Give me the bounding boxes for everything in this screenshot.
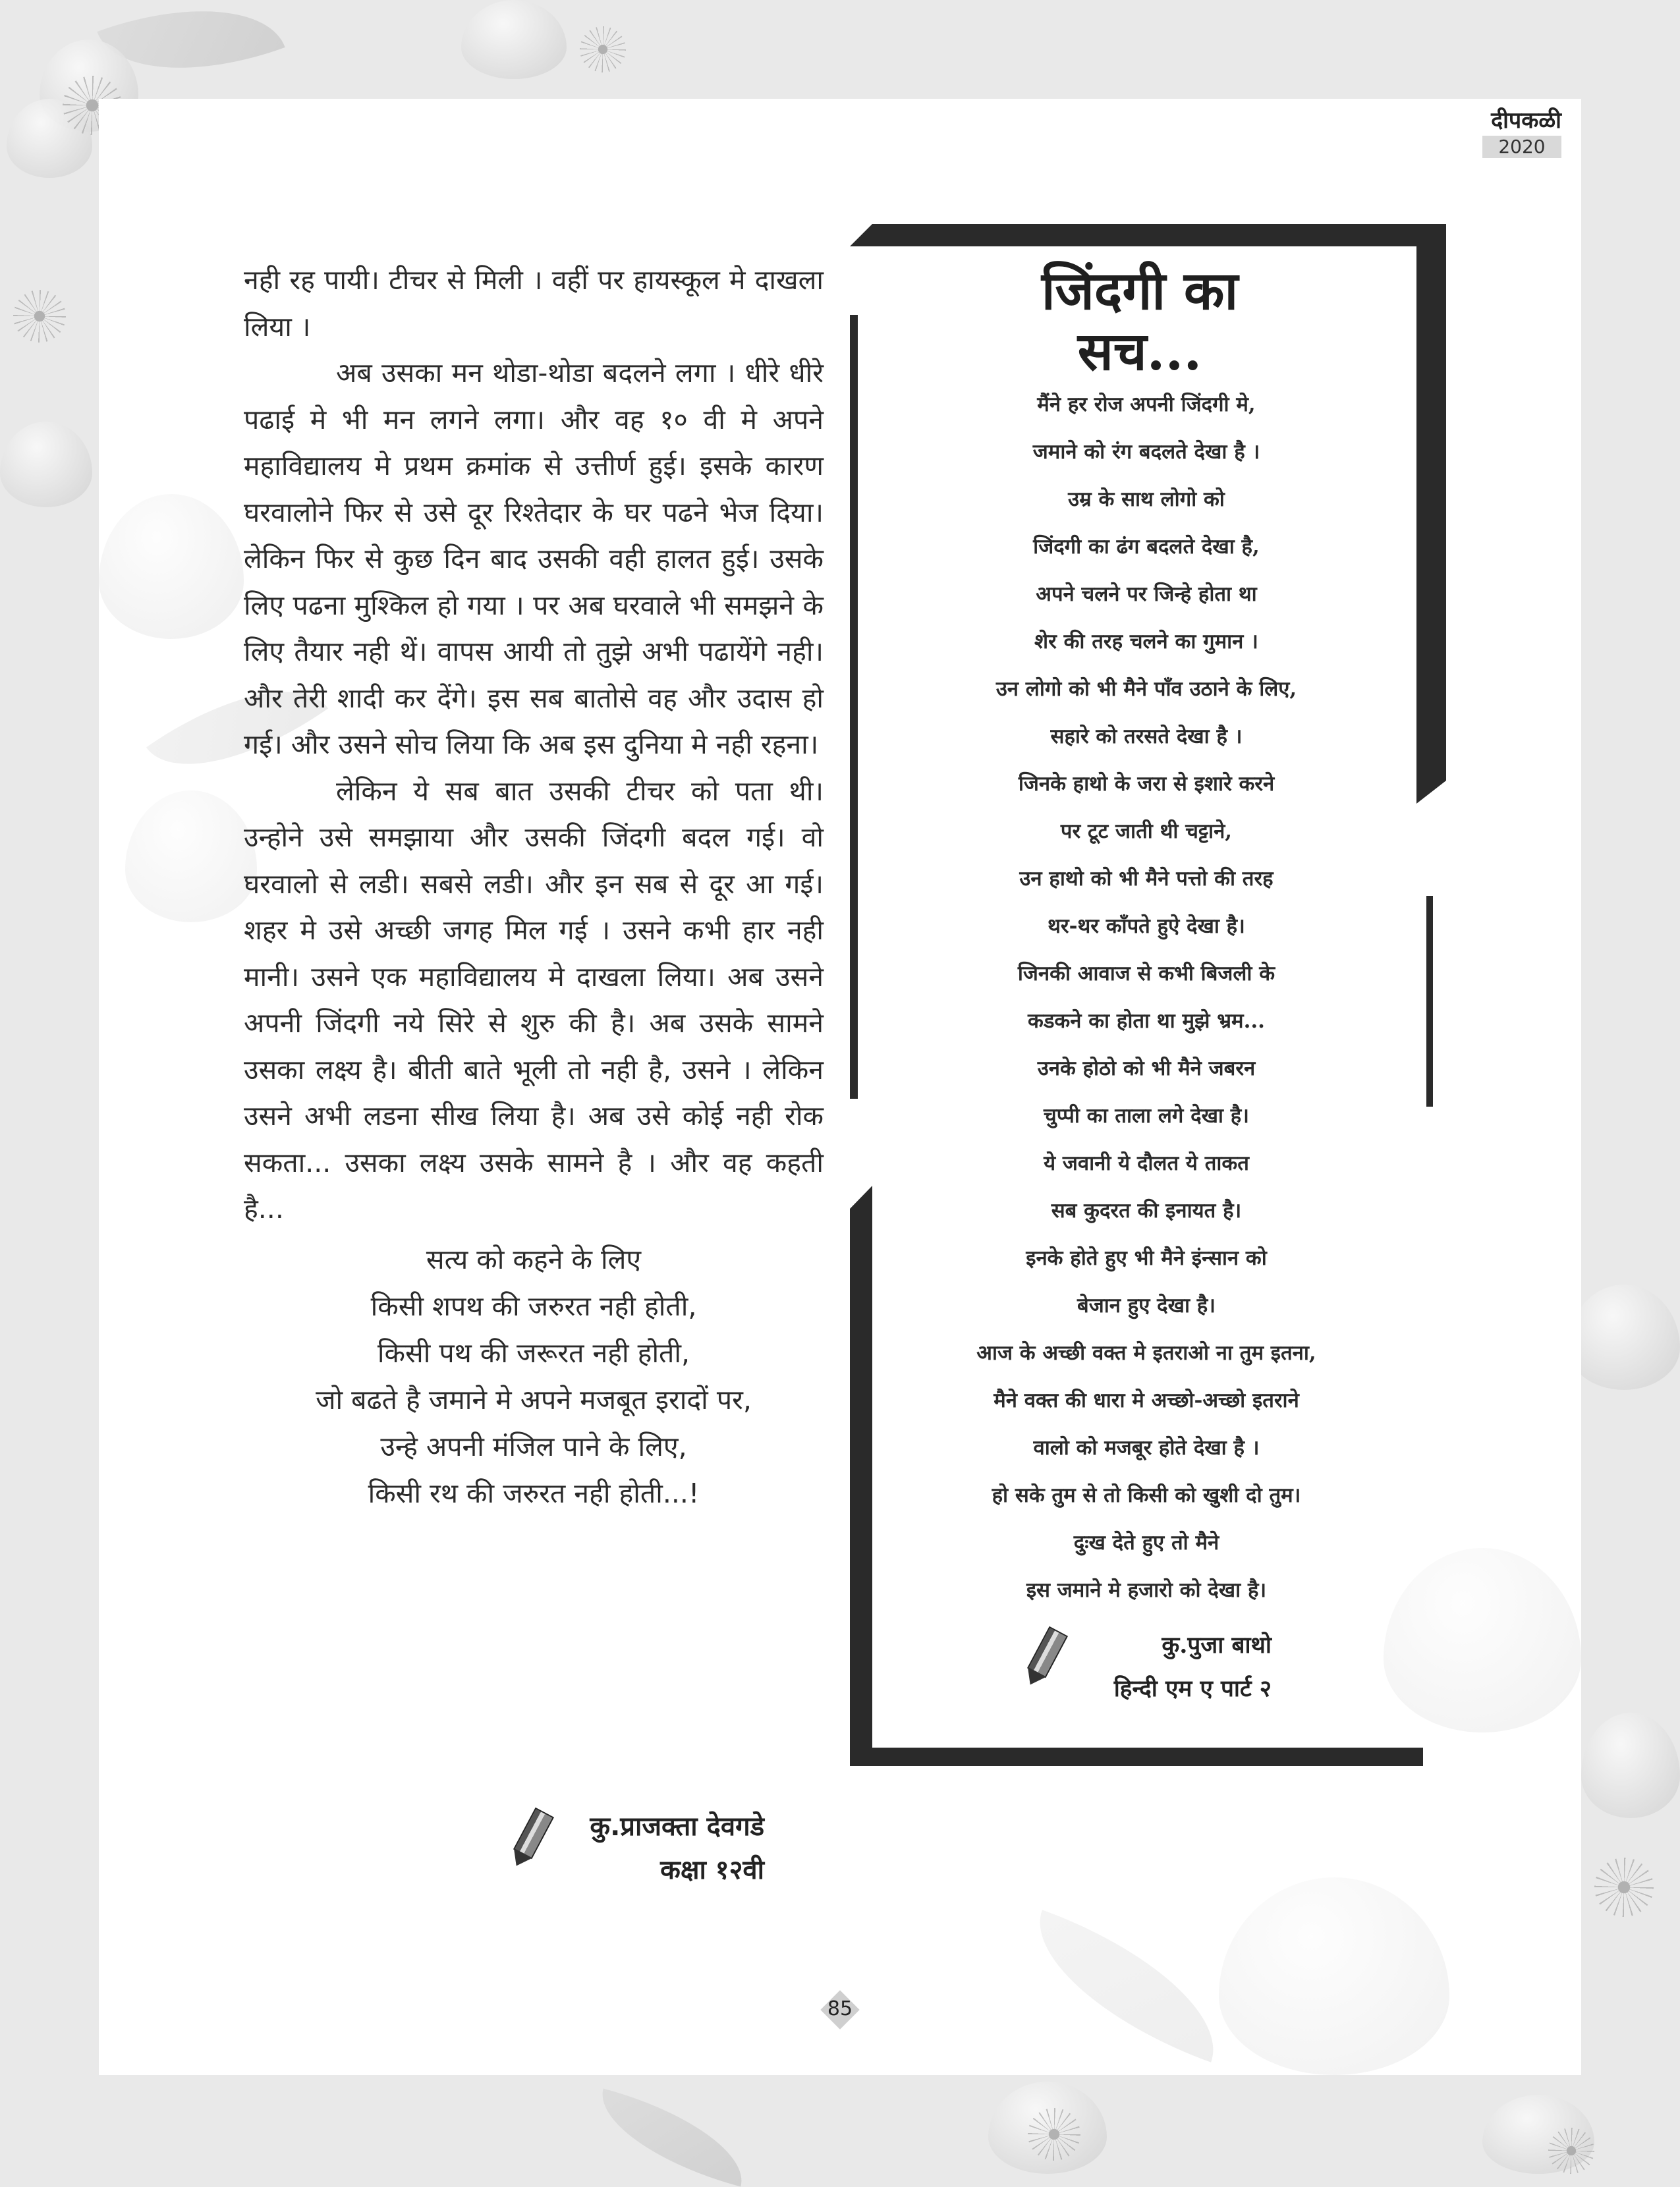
poem-line: किसी रथ की जरुरत नही होती...! — [368, 1477, 700, 1509]
poem-line: किसी पथ की जरूरत नही होती, — [377, 1337, 690, 1369]
poem-line: उम्र के साथ लोगो को — [1068, 487, 1225, 511]
poem-line: सत्य को कहने के लिए — [426, 1243, 642, 1275]
poem-author — [1074, 1624, 1272, 1711]
poem-line: पर टूट जाती थी चट्टाने, — [1060, 819, 1233, 843]
poem-line: जिनके हाथो के जरा से इशारे करने — [1018, 772, 1275, 796]
article-column — [244, 257, 824, 1517]
poem-line: मैंने हर रोज अपनी जिंदगी मे, — [1037, 393, 1256, 416]
poem-line: किसी शपथ की जरुरत नही होती, — [370, 1290, 697, 1322]
article-poem — [244, 1236, 824, 1517]
poem-line: चुप्पी का ताला लगे देखा है। — [1044, 1104, 1249, 1128]
flower-petal-decoration — [0, 422, 92, 507]
poem-line: दुःख देते हुए तो मैने — [1073, 1531, 1219, 1555]
leaf-decoration — [1013, 1910, 1240, 2062]
poem-line: आज के अच्छी वक्त मे इतराओ ना तुम इतना, — [976, 1341, 1316, 1365]
author-class: हिन्दी एम ए पार्ट २ — [1113, 1675, 1272, 1702]
flower-center-decoration — [13, 290, 66, 343]
poem-line: जिंदगी का ढंग बदलते देखा है, — [1033, 535, 1260, 559]
flower-petal-decoration — [461, 0, 567, 79]
poem-title-line: सच... — [1077, 320, 1202, 382]
flower-petal-decoration — [1568, 1285, 1680, 1390]
poem-line: बेजान हुए देखा है। — [1077, 1294, 1216, 1317]
poem-body — [883, 381, 1410, 1614]
poem-line: जिनकी आवाज से कभी बिजली के — [1017, 962, 1275, 985]
article-paragraph: नही रह पायी। टीचर से मिली । वहीं पर हायस्कूल मे दाखला लिया । — [244, 264, 824, 343]
poem-line: इनके होते हुए भी मैने इंन्सान को — [1026, 1246, 1267, 1270]
poem-title — [909, 260, 1370, 381]
poem-frame-notch — [1416, 781, 1446, 804]
poem-line: वालो को मजबूर होते देखा है । — [1033, 1436, 1260, 1460]
poem-line: उन हाथो को भी मैने पत्तो की तरह — [1019, 867, 1274, 891]
article-paragraph: लेकिन ये सब बात उसकी टीचर को पता थी। उन्होने उसे समझाया और उसकी जिंदगी बदल गई। वो घरवालो से लडी। सबसे लडी। और इन सब से दूर आ गई। शहर मे उसे अच्छी जगह मिल गई । उसने कभी हार नही मानी। उसने एक महाविद्यालय मे दाखला लिया। अब उसने अपनी जिंदगी नये सिरे से शुरु की है। अब उसके सामने उसका लक्ष्य है। बीती बाते भूली तो नही है, उसने । लेकिन उसने अभी लडना सीख लिया है। अब उसे कोई नही रोक सकता... उसका लक्ष्य उसके सामने है । और वह कहती है... — [244, 775, 824, 1225]
poem-line: शेर की तरह चलने का गुमान । — [1034, 630, 1258, 653]
author-name: कु.पुजा बाथो — [1162, 1632, 1272, 1659]
poem-line: उन लोगो को भी मैने पाँव उठाने के लिए, — [995, 677, 1297, 701]
poem-frame-left-lower — [850, 1186, 872, 1765]
poem-frame-left — [850, 315, 858, 1099]
poem-line: जो बढते है जमाने मे अपने मजबूत इरादों पर, — [316, 1383, 752, 1416]
poem-line: अपने चलने पर जिन्हे होता था — [1036, 582, 1257, 606]
poem-frame-bottom — [850, 1748, 1423, 1766]
flower-petal-decoration — [125, 790, 257, 922]
poem-line: सहारे को तरसते देखा है । — [1050, 725, 1243, 748]
flower-center-decoration — [1028, 2108, 1080, 2161]
article-author — [573, 1805, 764, 1892]
author-class: कक्षा १२वी — [660, 1855, 764, 1885]
poem-line: उन्हे अपनी मंजिल पाने के लिए, — [380, 1430, 687, 1462]
flower-center-decoration — [1594, 1858, 1654, 1917]
flower-petal-decoration — [1581, 1713, 1680, 1818]
poem-line: जमाने को रंग बदलते देखा है । — [1032, 440, 1260, 464]
page-number: 85 — [827, 1997, 853, 2020]
poem-line: कडकने का होता था मुझे भ्रम... — [1028, 1009, 1265, 1033]
flower-petal-decoration — [1384, 1548, 1581, 1732]
poem-line: सब कुदरत की इनायत है। — [1051, 1199, 1242, 1223]
poem-line: थर-थर काँपते हुऐ देखा है। — [1048, 914, 1245, 938]
poem-line: उनके होठो को भी मैने जबरन — [1037, 1057, 1256, 1080]
flower-petal-decoration — [1219, 1877, 1449, 2075]
magazine-title: दीपकळी — [1491, 107, 1561, 134]
poem-frame-top — [850, 224, 1446, 246]
poem-frame-right-accent — [1426, 896, 1433, 1107]
author-name: कु.प्राजक्ता देवगडे — [590, 1812, 764, 1842]
magazine-year: 2020 — [1482, 136, 1561, 158]
poem-line: हो सके तुम से तो किसी को खुशी दो तुम। — [992, 1483, 1301, 1507]
poem-line: ये जवानी ये दौलत ये ताकत — [1044, 1151, 1249, 1175]
poem-line: इस जमाने मे हजारो को देखा है। — [1026, 1578, 1267, 1602]
poem-frame-notch — [850, 224, 872, 246]
leaf-decoration — [588, 2088, 756, 2186]
flower-center-decoration — [1548, 2128, 1594, 2174]
poem-line: मैने वक्त की धारा मे अच्छो-अच्छो इतराने — [994, 1389, 1299, 1412]
article-paragraph: अब उसका मन थोडा-थोडा बदलने लगा । धीरे धीरे पढाई मे भी मन लगने लगा। और वह १० वी मे अपने महाविद्यालय मे प्रथम क्रमांक से उत्तीर्ण हुई। इसके कारण घरवालोने फिर से उसे दूर रिश्तेदार के घर पढने भेज दिया। लेकिन फिर से कुछ दिन बाद उसकी वही हालत हुई। उसके लिए पढना मुश्किल हो गया । पर अब घरवाले भी समझने के लिए तैयार नही थें। वापस आयी तो तुझे अभी पढायेंगे नही। और तेरी शादी कर देंगे। इस सब बातोसे वह और उदास हो गई। और उसने सोच लिया कि अब इस दुनिया मे नही रहना। — [244, 357, 824, 760]
poem-frame-notch — [850, 1186, 872, 1209]
poem-frame-right — [1416, 224, 1446, 804]
poem-title-line: जिंदगी का — [1041, 260, 1239, 321]
flower-petal-decoration — [99, 494, 244, 639]
flower-center-decoration — [580, 26, 626, 72]
